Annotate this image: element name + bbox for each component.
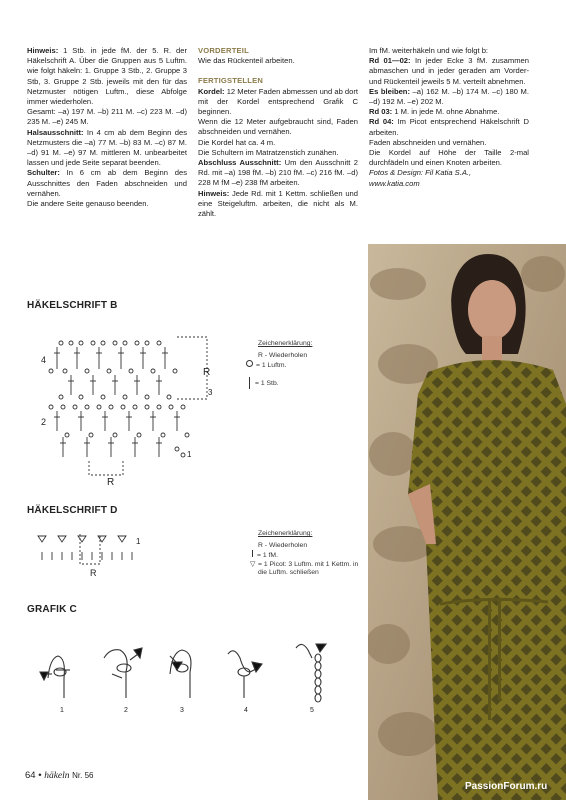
single-crochet-icon	[252, 550, 253, 557]
credit-url: www.katia.com	[369, 178, 420, 188]
paragraph-hinweis-2	[198, 189, 358, 220]
label-rd0102: Rd 01—02:	[369, 56, 411, 66]
issue-number: Nr. 56	[72, 771, 94, 780]
watermark: PassionForum.ru	[465, 781, 548, 792]
chart-b-repeat-label-right: R	[203, 367, 211, 378]
chart-b-legend-stb: = 1 Stb.	[255, 379, 279, 387]
text-hinweis-2: Jede Rd. mit 1 Kettm. schließen und eine Steigeluftm. arbeiten, die nicht als M. zählt.	[198, 188, 358, 219]
paragraph-hinweis	[27, 46, 187, 107]
text-kordel: 12 Meter Faden abmessen und ab dort mit der Kordel entsprechend Grafik C beginnen.	[198, 86, 358, 117]
page-footer	[25, 770, 94, 781]
grafik-c-step-5-illustration	[296, 644, 326, 702]
grafik-c-step-4-label: 4	[244, 707, 248, 714]
model-photo	[368, 244, 566, 800]
grafik-c-step-4-illustration	[228, 651, 262, 698]
chart-d-repeat-label: R	[90, 568, 97, 578]
grafik-c-step-2-illustration	[104, 648, 142, 698]
label-hinweis: Hinweis:	[27, 46, 59, 55]
text-andere-seite: Die andere Seite genauso beenden.	[27, 199, 149, 209]
chart-d-legend-repeat: R - Wiederholen	[258, 541, 308, 549]
chart-b-legend-heading: Zeichenerklärung:	[258, 340, 313, 347]
chart-b-row-label-2: 2	[41, 417, 47, 427]
paragraph-schulter	[27, 168, 187, 199]
text-vorderteil: Wie das Rückenteil arbeiten.	[198, 56, 295, 66]
chart-b-title: HÄKELSCHRIFT B	[27, 300, 118, 311]
chart-b-row-label-1: 1	[187, 450, 192, 459]
chart-b-symbols	[49, 337, 207, 475]
text-abschluss: Um den Ausschnitt 2 Rd. mit –a) 198 fM. –b) 210 fM. –c) 216 fM. –d) 228 M fM –e) 238 fM arbeiten.	[198, 158, 358, 188]
page-number: 64	[25, 770, 36, 781]
text-column-1	[27, 46, 187, 209]
chart-b-row-label-3: 3	[208, 388, 213, 397]
grafik-c-step-3-illustration	[170, 650, 191, 698]
paragraph-abschluss	[198, 158, 358, 189]
chart-d-legend-picot: = 1 Picot: 3 Luftm. mit 1 Kettm. in die Luftm. schließen	[258, 560, 359, 577]
grafik-c-step-2-label: 2	[124, 707, 128, 714]
chart-d-legend-fm-row	[258, 550, 363, 561]
text-faden: Faden abschneiden und vernähen.	[369, 137, 487, 147]
grafik-c-step-1-label: 1	[60, 707, 64, 714]
double-crochet-icon	[249, 377, 250, 389]
text-kordel-2: Wenn die 12 Meter aufgebraucht sind, Faden abschneiden und vernähen.	[198, 117, 358, 137]
picot-icon: ▽	[250, 560, 256, 568]
label-rd03: Rd 03:	[369, 107, 393, 117]
paragraph-bleiben	[369, 87, 529, 107]
chart-b-legend	[255, 340, 358, 389]
text-hinweis: 1 Stb. in jede fM. der 5. R. der Häkelschrift A. Über die Gruppen aus 5 Luftm. wie folgt häkeln: 1. Gruppe 3 Stb., 2. Gruppe 3 Stb, 3. Gruppe 2 Stb. jeweils mit den für das Netzmuster nötigen Luftm., diese Abfolge immer wiederholen.	[27, 46, 187, 107]
text-kordel-knoten: Die Kordel auf Höhe der Taille 2-mal durchfädeln und einen Knoten arbeiten.	[369, 148, 529, 168]
text-column-2	[198, 46, 358, 219]
text-schulter: In 6 cm ab dem Beginn des Ausschnittes den Faden abschneiden und vernähen.	[27, 168, 187, 198]
magazine-name: häkeln	[44, 771, 70, 781]
chart-d-legend-heading: Zeichenerklärung:	[258, 530, 313, 537]
chart-b-diagram	[27, 325, 227, 495]
heading-vorderteil: VORDERTEIL	[198, 46, 249, 55]
chart-b-repeat-label-bottom: R	[107, 477, 115, 488]
text-rd03: 1 M. in jede M. ohne Abnahme.	[392, 107, 500, 117]
grafik-c-step-5-label: 5	[310, 707, 314, 714]
footer-bullet: •	[38, 770, 42, 781]
chart-d-legend-fm: = 1 fM.	[257, 552, 278, 560]
paragraph-halsausschnitt	[27, 128, 187, 169]
grafik-c-step-1-illustration	[40, 656, 70, 698]
label-halsausschnitt: Halsausschnitt:	[27, 127, 84, 137]
text-intro: Im fM. weiterhäkeln und wie folgt b:	[369, 46, 489, 55]
grafik-c-step-3-label: 3	[180, 707, 184, 714]
photo-credit: Fotos & Design: Fil Katia S.A.,	[369, 168, 472, 178]
label-abschluss: Abschluss Ausschnitt:	[198, 158, 282, 168]
paragraph-kordel	[198, 87, 358, 118]
grafik-c-title: GRAFIK C	[27, 604, 77, 615]
text-column-3	[369, 46, 529, 189]
chart-d-diagram	[36, 532, 146, 580]
text-gesamt: Gesamt: –a) 197 M. –b) 211 M. –c) 223 M. –d) 235 M. –e) 245 M.	[27, 107, 187, 127]
paragraph-rd04	[369, 117, 529, 137]
text-kordel-4: Die Schultern im Matratzenstich zunähen.	[198, 147, 339, 157]
text-kordel-3: Die Kordel hat ca. 4 m.	[198, 137, 276, 147]
label-hinweis-2: Hinweis:	[198, 188, 230, 198]
chain-stitch-icon	[246, 360, 253, 367]
photo-illustration	[368, 244, 566, 800]
chart-d-title: HÄKELSCHRIFT D	[27, 505, 118, 516]
paragraph-rd03	[369, 107, 529, 117]
heading-fertigstellen: FERTIGSTELLEN	[198, 76, 264, 86]
label-bleiben: Es bleiben:	[369, 86, 410, 96]
chart-b-legend-luftm: = 1 Luftm.	[256, 362, 287, 370]
text-rd0102: In jeder Ecke 3 fM. zusammen abmaschen und in jeder geraden am Vorder- und Rückenteil jeweils 5 M. verteilt abnehmen.	[369, 56, 529, 86]
paragraph-rd0102	[369, 56, 529, 87]
chart-b-legend-stb-row	[255, 377, 358, 389]
chart-d-row-label: 1	[136, 537, 141, 546]
text-rd04: Im Picot entsprechend Häkelschrift D arbeiten.	[369, 117, 529, 137]
label-schulter: Schulter:	[27, 168, 60, 178]
label-kordel: Kordel:	[198, 86, 225, 96]
chart-b-legend-repeat: R - Wiederholen	[258, 351, 308, 359]
text-halsausschnitt: In 4 cm ab dem Beginn des Netzmusters die –a) 77 M. –b) 83 M. –c) 87 M. –d) 91 M. –e) 97 M. mittleren M. unbearbeitet lassen und jede Seite separat beenden.	[27, 127, 187, 168]
text-bleiben: –a) 162 M. –b) 174 M. –c) 180 M. –d) 192 M. –e) 202 M.	[369, 86, 529, 107]
chart-b-row-label-4: 4	[41, 355, 47, 365]
label-rd04: Rd 04:	[369, 117, 394, 127]
chart-b-legend-chain-row	[258, 360, 358, 371]
grafik-c-diagram	[30, 628, 360, 718]
chart-d-legend	[250, 530, 363, 578]
chart-d-legend-picot-row	[250, 560, 363, 578]
